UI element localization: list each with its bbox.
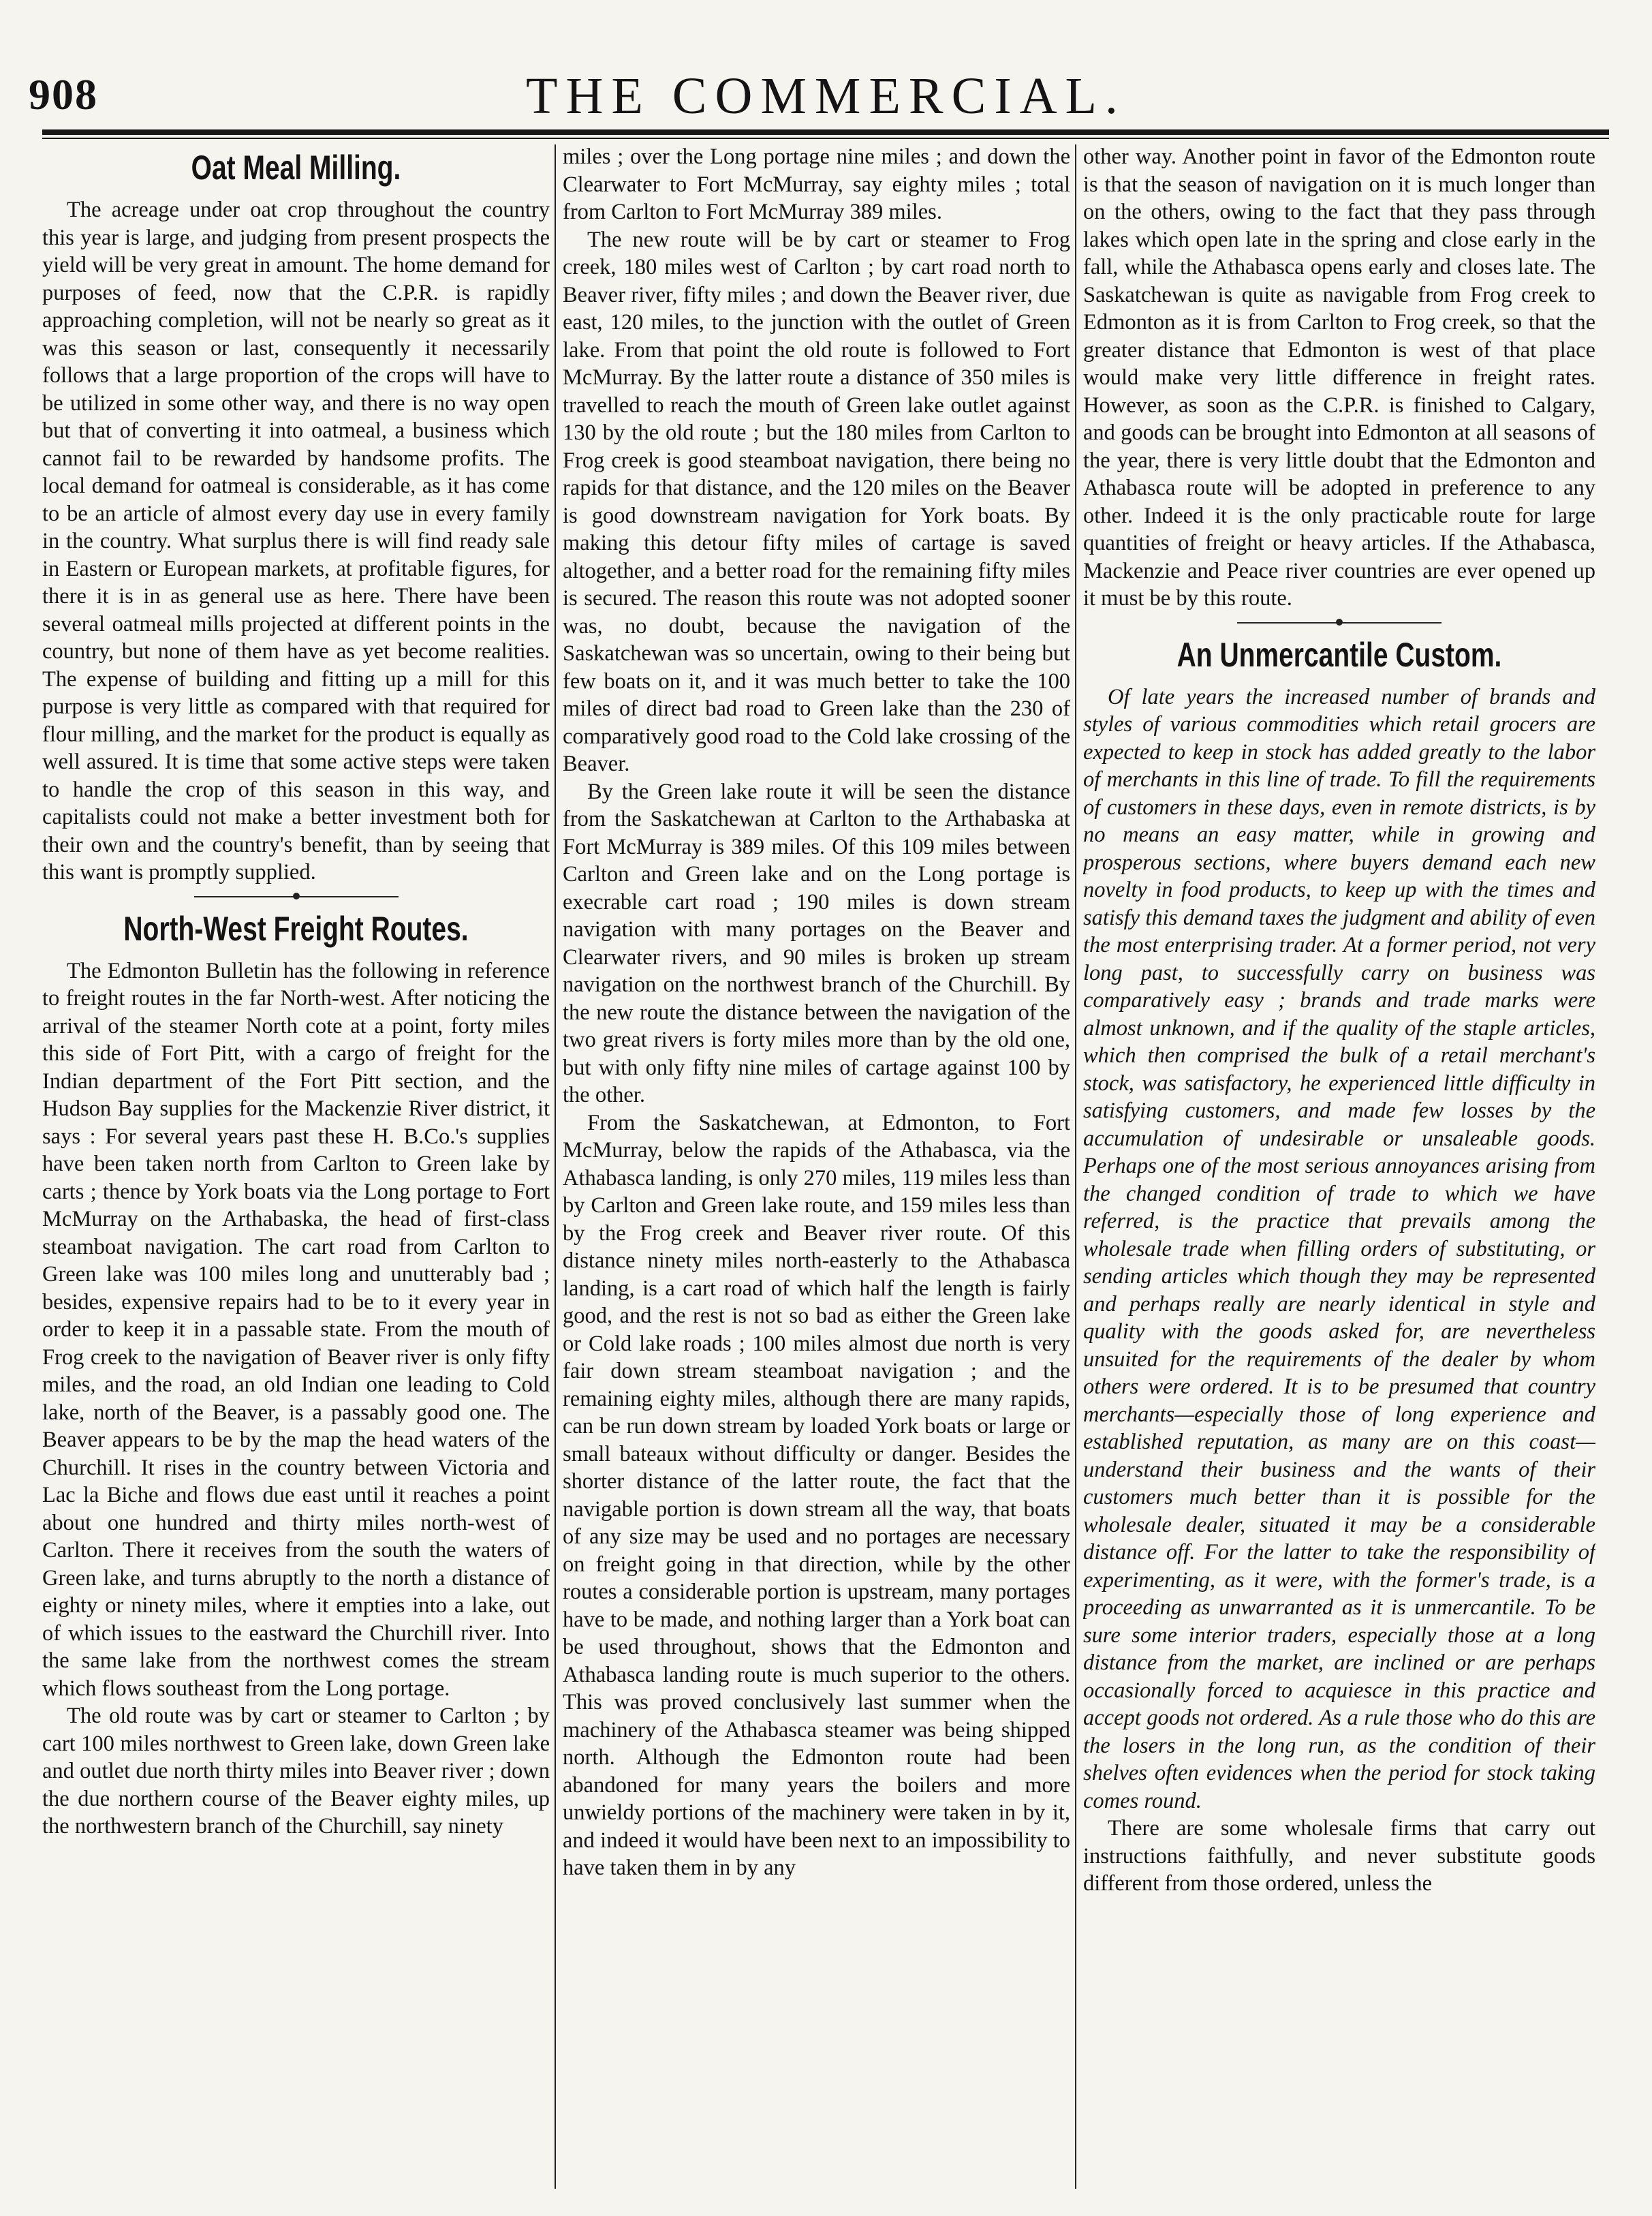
page-number: 908: [29, 70, 98, 119]
masthead-title: THE COMMERCIAL.: [526, 67, 1126, 125]
column-divider: [1075, 144, 1076, 2189]
section-separator: [194, 896, 399, 897]
article-paragraph: There are some wholesale firms that carry out instructions faithfully, and never substitute goods different from those ordered, unless the: [1083, 1816, 1595, 1896]
article-heading: An Unmercantile Custom.: [1176, 635, 1502, 674]
column-3: [1083, 143, 1595, 2182]
article-heading: Oat Meal Milling.: [191, 149, 401, 187]
column-divider: [555, 144, 556, 2189]
article-paragraph: Of late years the increased number of brands and styles of various commodities which retail grocers are expected to keep in stock has added greatly to the labor of merchants in this line of trade. To fill the requirements of customers in these days, even in remote districts, is by no means an easy matter, while in growing and prosperous sections, where buyers demand each new novelty in food products, to keep up with the times and satisfy this demand taxes the judgment and ability of even the most enterprising trader. At a former period, not very long past, to successfully carry on business was comparatively easy ; brands and trade marks were almost unknown, and if the quality of the staple articles, which then comprised the bulk of a retail merchant's stock, was satisfactory, he experienced little difficulty in satisfying customers, and made few losses by the accumulation of undesirable or unsaleable goods. Perhaps one of the most serious annoyances arising from the changed condition of trade to which we have referred, is the practice that prevails among the wholesale trade when filling orders of substituting, or sending articles which though they may be represented and perhaps really are nearly identical in style and quality with the goods asked for, are nevertheless unsuited for the requirements of the dealer by whom others were ordered. It is to be presumed that country merchants—especially those of long experience and established reputation, as many are on this coast—understand their business and the wants of their customers much better than it is possible for the wholesale dealer, situated it may be a considerable distance off. For the latter to take the responsibility of experimenting, as it were, with the former's trade, is a proceeding as unwarranted as it is unmercantile. To be sure some interior traders, especially those at a long distance from the market, are inclined or are perhaps occasionally forced to acquiesce in this practice and accept goods not ordered. As a rule those who do this are the losers in the long run, as the condition of their shelves often evidences when the period for stock taking comes round.: [1083, 684, 1595, 1813]
article-paragraph: miles ; over the Long portage nine miles ; and down the Clearwater to Fort McMurray, say eighty miles ; total from Carlton to Fort McMurray 389 miles.: [563, 144, 1070, 224]
article-paragraph: From the Saskatchewan, at Edmonton, to Fort McMurray, below the rapids of the Athabasca, via the Athabasca landing, is only 270 miles, 119 miles less than by Carlton and Green lake route, and 159 miles less than by the Frog creek and Beaver river route. Of this distance ninety miles north-easterly to the Athabasca landing, is a cart road of which half the length is fairly good, and the rest is not so bad as either the Green lake or Cold lake roads ; 100 miles almost due north is very fair down stream steamboat navigation ; and the remaining eighty miles, although there are many rapids, can be run down stream by loaded York boats or large or small bateaux without difficulty or danger. Besides the shorter distance of the latter route, the fact that the navigable portion is down stream all the way, that boats of any size may be used and no portages are necessary on freight going in that direction, while by the other routes a considerable portion is upstream, many portages have to be made, and nothing larger than a York boat can be used throughout, shows that the Edmonton and Athabasca landing route is much superior to the others. This was proved conclusively last summer when the machinery of the Athabasca steamer was being shipped north. Although the Edmonton route had been abandoned for many years the boilers and more unwieldy portions of the machinery were taken in by it, and indeed it would have been next to an impossibility to have taken them in by any: [563, 1110, 1070, 1880]
article-paragraph: The Edmonton Bulletin has the following in reference to freight routes in the far North-west. After noticing the arrival of the steamer North cote at a point, forty miles this side of Fort Pitt, with a cargo of freight for the Indian department of the Fort Pitt section, and the Hudson Bay supplies for the Mackenzie River district, it says : For several years past these H. B.Co.'s supplies have been taken north from Carlton to Green lake by carts ; thence by York boats via the Long portage to Fort McMurray on the Arthabaska, the head of first-class steamboat navigation. The cart road from Carlton to Green lake was 100 miles long and unutterably bad ; besides, expensive repairs had to be to it every year in order to keep it in a passable state. From the mouth of Frog creek to the navigation of Beaver river is only fifty miles, and the road, an old Indian one leading to Cold lake, north of the Beaver, is a passably good one. The Beaver appears to be by the map the head waters of the Churchill. It rises in the country between Victoria and Lac la Biche and flows due east until it reaches a point about one hundred and thirty miles north-west of Carlton. There it receives from the south the waters of Green lake, and turns abruptly to the north a distance of eighty or ninety miles, where it empties into a lake, out of which issues to the eastward the Churchill river. Into the same lake from the northwest comes the stream which flows southeast from the Long portage.: [42, 958, 550, 1701]
page-header: [0, 67, 1652, 125]
header-rule: [42, 129, 1609, 135]
article-heading: North-West Freight Routes.: [123, 909, 469, 948]
article-paragraph: By the Green lake route it will be seen the distance from the Saskatchewan at Carlton to the Arthabaska at Fort McMurray is 389 miles. Of this 109 miles between Carlton and Green lake and on the Long portage is execrable cart road ; 190 miles is down stream navigation with many portages on the Beaver and Clearwater rivers, and 90 miles is broken up stream navigation on the northwest branch of the Churchill. By the new route the distance between the navigation of the two great rivers is forty miles more than by the old one, but with only fifty nine miles of cartage against 100 by the other.: [563, 779, 1070, 1107]
article-paragraph: The acreage under oat crop throughout the country this year is large, and judging from present prospects the yield will be very great in amount. The home demand for purposes of feed, now that the C.P.R. is rapidly approaching completion, will not be nearly so great as it was this season or last, consequently it necessarily follows that a large proportion of the crops will have to be utilized in some other way, and there is no way open but that of converting it into oatmeal, a business which cannot fail to be rewarded by handsome profits. The local demand for oatmeal is considerable, as it has come to be an article of almost every day use in every family in the country. What surplus there is will find ready sale in Eastern or European markets, at profitable figures, for there it is in as general use as here. There have been several oatmeal mills projected at different points in the country, but none of them have as yet become realities. The expense of building and fitting up a mill for this purpose is very little as compared with that required for flour milling, and the market for the product is equally as well assured. It is time that some active steps were taken to handle the crop of this season in this way, and capitalists could not make a better investment both for their own and the country's benefit, than by seeing that this want is promptly supplied.: [42, 198, 550, 884]
header-rule-thin: [42, 138, 1609, 139]
column-1: [42, 143, 550, 2182]
article-paragraph: The new route will be by cart or steamer to Frog creek, 180 miles west of Carlton ; by cart road north to Beaver river, fifty miles ; and down the Beaver river, due east, 120 miles, to the junction with the outlet of Green lake. From that point the old route is followed to Fort McMurray. By the latter route a distance of 350 miles is travelled to reach the mouth of Green lake outlet against 130 by the old route ; but the 180 miles from Carlton to Frog creek is good steamboat navigation, there being no rapids for that distance, and the 120 miles on the Beaver is good downstream navigation for York boats. By making this detour fifty miles of cartage is saved altogether, and a better road for the remaining fifty miles is secured. The reason this route was not adopted sooner was, no doubt, because the navigation of the Saskatchewan was so uncertain, owing to their being but few boats on it, and it was much better to take the 100 miles of direct bad road to Green lake than the 230 of comparatively good road to the Cold lake crossing of the Beaver.: [563, 227, 1070, 776]
article-paragraph: other way. Another point in favor of the Edmonton route is that the season of navigation on it is much longer than on the others, owing to the fact that they pass through lakes which open late in the spring and close early in the fall, while the Athabasca opens early and closes late. The Saskatchewan is quite as navigable from Frog creek to Edmonton as it is from Carlton to Frog creek, so that the greater distance that Edmonton is west of that place would make very little difference in freight rates. However, as soon as the C.P.R. is finished to Calgary, and goods can be brought into Edmonton at all seasons of the year, there is very little doubt that the Edmonton and Athabasca route will be adopted in preference to any other. Indeed it is the only practicable route for large quantities of freight or heavy articles. If the Athabasca, Mackenzie and Peace river countries are ever opened up it must be by this route.: [1083, 144, 1595, 611]
column-2: [563, 143, 1070, 2182]
article-paragraph: The old route was by cart or steamer to Carlton ; by cart 100 miles northwest to Green lake, down Green lake and outlet due north thirty miles into Beaver river ; down the due northern course of the Beaver eighty miles, up the northwestern branch of the Churchill, say ninety: [42, 1704, 550, 1838]
section-separator: [1237, 622, 1441, 624]
